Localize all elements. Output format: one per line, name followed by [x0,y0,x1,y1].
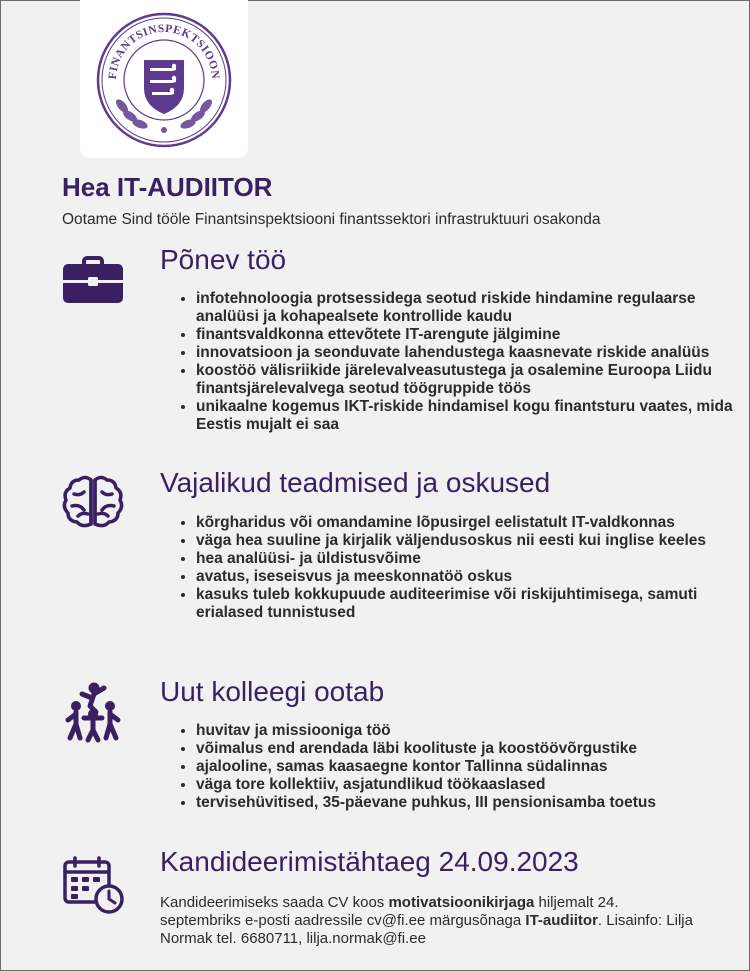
list-item: • hea analüüsi- ja üldistusvõime [196,550,750,568]
section-heading-uut-kolleegi: Uut kolleegi ootab [160,676,385,707]
list-item: • innovatsioon ja seonduvate lahendustega kaasnevate riskide analüüs [196,344,750,362]
ponev-too-list [178,290,750,434]
list-item: • infotehnoloogia protsessidega seotud riskide hindamine regulaarse analüüsi ja kohapealsete kontrollide kaudu [196,290,750,326]
logo-card [80,0,248,158]
page-title: Hea IT-AUDIITOR [62,172,273,202]
finantsinspektsioon-logo [92,8,236,152]
svg-text:FINANTSINSPEKTSIOON: FINANTSINSPEKTSIOON [106,22,222,80]
list-item: • koostöö välisriikide järelevalveasutustega ja osalemine Euroopa Liidu finantsjärelevalvega seotud töögruppide töös [196,362,750,398]
list-item: • finantsvaldkonna ettevõtete IT-arengute jälgimine [196,326,750,344]
list-item: • kõrgharidus või omandamine lõpusirgel eelistatult IT-valdkonnas [196,514,750,532]
list-item: • avatus, iseseisvus ja meeskonnatöö oskus [196,568,750,586]
oskused-list [178,514,750,622]
list-item: • ajalooline, samas kaasaegne kontor Tallinna südalinnas [196,758,656,776]
section-heading-oskused: Vajalikud teadmised ja oskused [160,467,551,498]
list-item: • unikaalne kogemus IKT-riskide hindamisel kogu finantsturu vaates, mida Eestis mujalt ei saa [196,398,750,434]
list-item: • kasuks tuleb kokkupuude auditeerimise või riskijuhtimisega, samuti erialased tunnistused [196,586,750,622]
list-item: • tervisehüvitised, 35-päevane puhkus, III pensionisamba toetus [196,794,656,812]
instructions-text: hiljemalt 24. septembriks e-posti aadressile cv@fi.ee märgusõnaga [160,894,619,929]
list-item: • väga tore kollektiiv, asjatundlikud töökaaslased [196,776,656,794]
list-item: • väga hea suuline ja kirjalik väljendusoskus nii eesti kui inglise keeles [196,532,750,550]
team-icon [62,680,124,744]
brain-icon [62,474,124,530]
instructions-bold-cover-letter: motivatsioonikirjaga [388,894,535,911]
application-instructions [160,894,700,948]
list-item: • võimalus end arendada läbi koolituste ja koostöövõrgustike [196,740,656,758]
section-heading-deadline: Kandideerimistähtaeg 24.09.2023 [160,846,579,877]
page-subtitle: Ootame Sind tööle Finantsinspektsiooni finantssektori infrastruktuuri osakonda [62,211,601,228]
list-item: • huvitav ja missiooniga töö [196,722,656,740]
calendar-clock-icon [62,856,126,914]
instructions-bold-keyword: IT-audiitor [525,912,598,929]
uut-kolleegi-list [178,722,656,812]
section-heading-ponev-too: Põnev töö [160,244,287,275]
instructions-text: Kandideerimiseks saada CV koos [160,894,389,911]
instructions-contact: . Lisainfo: Lilja Normak tel. 6680711, lilja.normak@fi.ee [160,912,693,947]
briefcase-icon [62,256,124,304]
